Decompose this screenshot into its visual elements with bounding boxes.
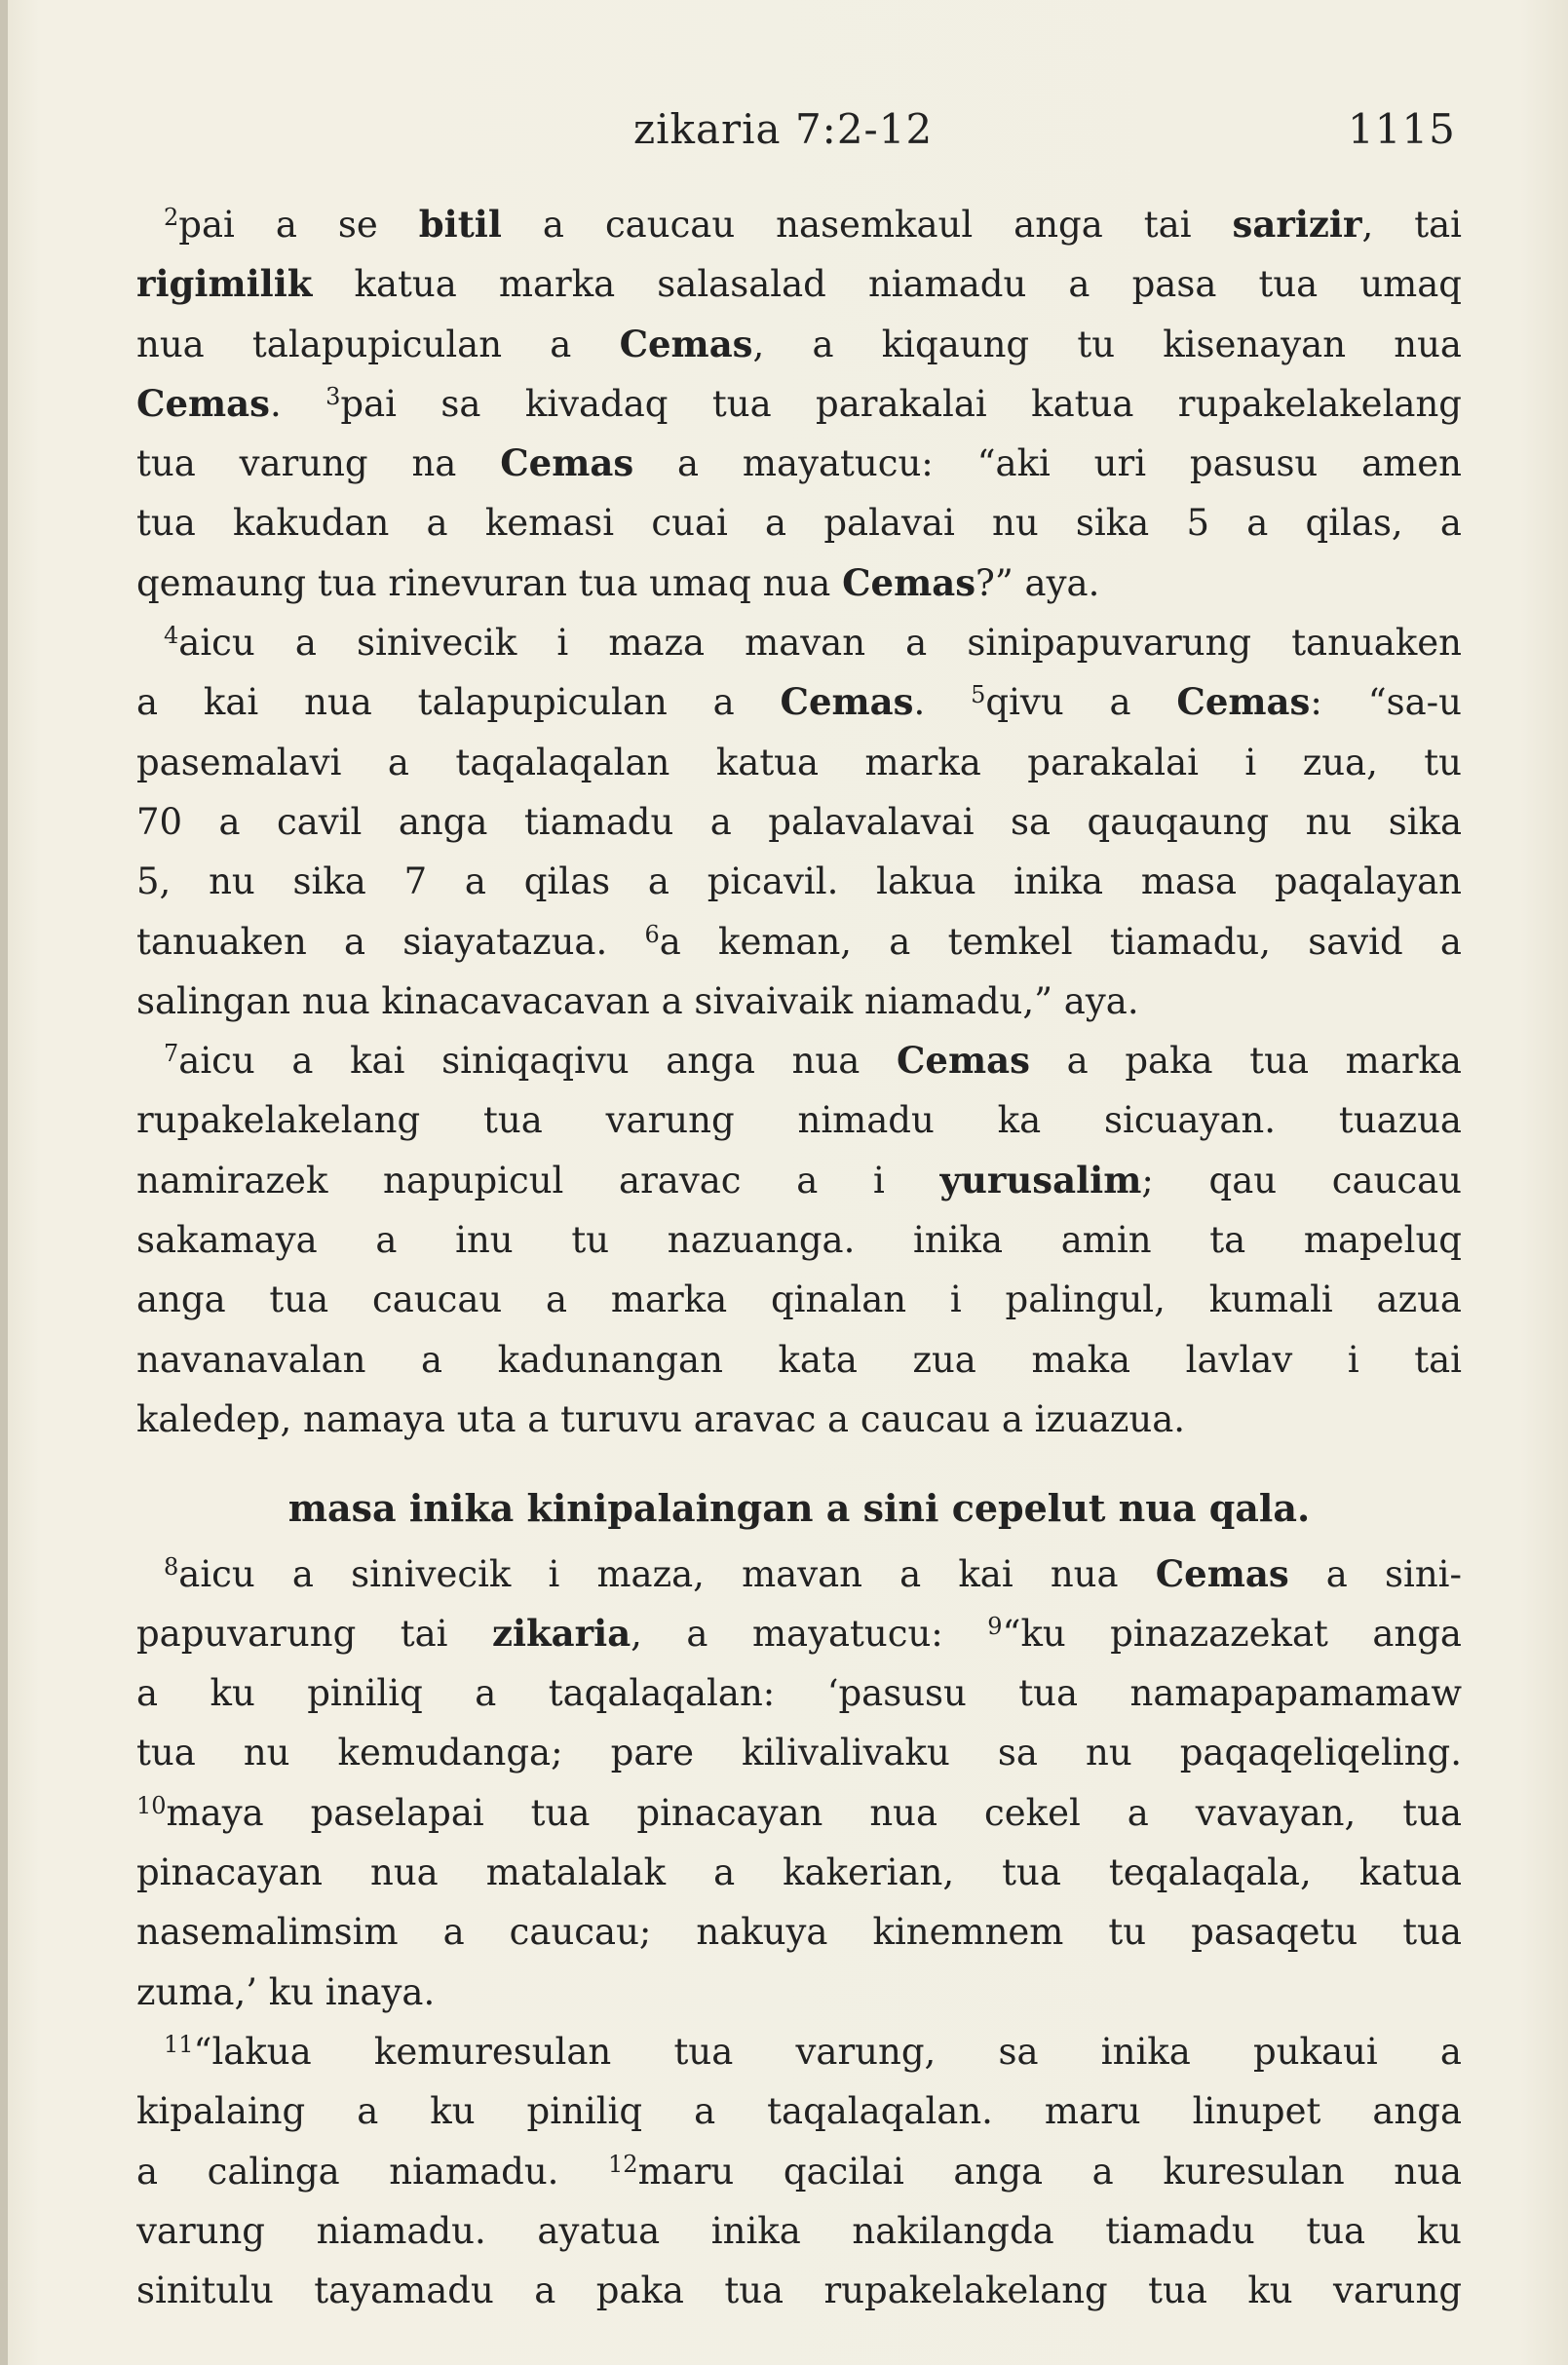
text-line: $^4$aicu a sinivecik i maza mavan a sinipapuvarung tanuaken — [164, 622, 1462, 665]
page-header — [0, 105, 1568, 164]
text-line: Cemas. $^3$pai sa kivadaq tua parakalai katua rupakelakelang — [136, 381, 1462, 425]
text-line: salingan nua kinacavacavan a sivaivaik niamadu,” aya. — [136, 979, 1139, 1022]
text-line: rigimilik katua marka salasalad niamadu a pasa tua umaq — [136, 262, 1462, 306]
text-line: qemaung tua rinevuran tua umaq nua Cemas?” aya. — [136, 560, 1100, 604]
text-line: tua varung na Cemas a mayatucu: “aki uri pasusu amen — [136, 441, 1462, 485]
verse-number: 8 — [164, 1552, 179, 1581]
verse-number: 2 — [164, 204, 179, 231]
section-heading: masa inika kinipalaingan a sini cepelut nua qala. — [287, 1486, 1311, 1531]
text-line: pinacayan nua matalalak a kakerian, tua teqalaqala, katua — [136, 1851, 1462, 1894]
page-number: 1115 — [1348, 105, 1456, 153]
text-line: $^7$aicu a kai siniqaqivu anga nua Cemas a paka tua marka — [164, 1039, 1462, 1083]
text-line: sakamaya a inu tu nazuanga. inika amin ta mapeluq — [136, 1219, 1462, 1262]
text-line: tanuaken a siayatazua. $^6$a keman, a temkel tiamadu, savid a — [136, 920, 1462, 963]
text-line: navanavalan a kadunangan kata zua maka lavlav i tai — [136, 1338, 1462, 1381]
text-line: sinitulu tayamadu a paka tua rupakelakelang tua ku varung — [136, 2270, 1462, 2312]
scripture-text — [136, 195, 1462, 2320]
verse-number: 4 — [164, 622, 179, 650]
text-line: 5, nu sika 7 a qilas a picavil. lakua inika masa paqalayan — [136, 860, 1462, 903]
text-line: a kai nua talapupiculan a Cemas. $^5$qivu a Cemas: “sa-u — [136, 680, 1462, 724]
text-line: nasemalimsim a caucau; nakuya kinemnem tu pasaqetu tua — [136, 1911, 1462, 1954]
text-line: nua talapupiculan a Cemas, a kiqaung tu kisenayan nua — [136, 322, 1462, 365]
verse-number: 10 — [136, 1791, 167, 1819]
text-line: a calinga niamadu. $^{12}$maru qacilai anga a kuresulan nua — [136, 2150, 1462, 2193]
text-line: pasemalavi a taqalaqalan katua marka parakalai i zua, tu — [136, 741, 1462, 783]
text-line: varung niamadu. ayatua inika nakilangda tiamadu tua ku — [136, 2209, 1462, 2252]
verse-number: 11 — [164, 2030, 194, 2058]
verse-number: 3 — [325, 382, 341, 410]
text-line: a ku piniliq a taqalaqalan: ‘pasusu tua namapapamamaw — [136, 1672, 1462, 1715]
text-line: papuvarung tai zikaria, a mayatucu: $^9$“ku pinazazekat anga — [136, 1611, 1462, 1655]
text-line: zuma,’ ku inaya. — [136, 1970, 436, 2013]
text-line: 70 a cavil anga tiamadu a palavalavai sa qauqaung nu sika — [136, 800, 1462, 843]
text-line: $^{11}$“lakua kemuresulan tua varung, sa inika pukaui a — [164, 2030, 1462, 2073]
text-line: namirazek napupicul aravac a i yurusalim; qau caucau — [136, 1158, 1462, 1202]
text-line: kaledep, namaya uta a turuvu aravac a caucau a izuazua. — [136, 1397, 1186, 1440]
verse-number: 7 — [164, 1040, 179, 1068]
running-head: zikaria 7:2-12 — [633, 105, 934, 153]
text-line: $^{10}$maya paselapai tua pinacayan nua cekel a vavayan, tua — [136, 1791, 1462, 1834]
text-line: rupakelakelang tua varung nimadu ka sicuayan. tuazua — [136, 1099, 1462, 1142]
verse-number: 5 — [971, 681, 986, 709]
text-line: tua nu kemudanga; pare kilivalivaku sa nu paqaqeliqeling. — [136, 1732, 1462, 1774]
text-line: $^8$aicu a sinivecik i maza, mavan a kai nua Cemas a sini- — [164, 1551, 1462, 1595]
page-edge — [0, 0, 8, 2365]
verse-number: 12 — [608, 2150, 638, 2178]
text-line: kipalaing a ku piniliq a taqalaqalan. maru linupet anga — [136, 2090, 1462, 2133]
text-line: $^2$pai a se bitil a caucau nasemkaul anga tai sarizir, tai — [164, 203, 1462, 246]
text-line: tua kakudan a kemasi cuai a palavai nu sika 5 a qilas, a — [136, 502, 1462, 545]
verse-number: 9 — [987, 1612, 1003, 1640]
text-line: anga tua caucau a marka qinalan i palingul, kumali azua — [136, 1278, 1462, 1321]
verse-number: 6 — [644, 920, 660, 948]
